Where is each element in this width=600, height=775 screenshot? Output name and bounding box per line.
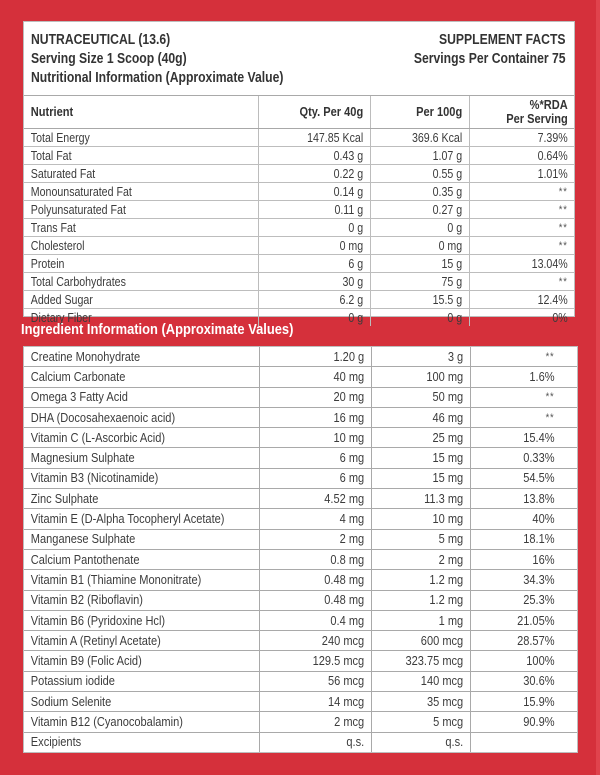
ingredient-row bbox=[24, 671, 577, 691]
column-header-per-100g: Per 100g bbox=[370, 96, 469, 129]
servings-per-container: Servings Per Container 75 bbox=[414, 51, 566, 67]
cell-rda: ** bbox=[469, 183, 574, 201]
cell-rda: 100% bbox=[470, 651, 577, 671]
ingredient-row bbox=[24, 631, 577, 651]
cell-name: Excipients bbox=[24, 732, 259, 752]
cell-rda bbox=[470, 732, 577, 752]
ingredient-section-title: Ingredient Information (Approximate Values) bbox=[21, 321, 294, 338]
cell-name: Magnesium Sulphate bbox=[24, 448, 259, 468]
cell-rda: ** bbox=[469, 237, 574, 255]
cell-name: Vitamin B9 (Folic Acid) bbox=[24, 651, 259, 671]
cell-qty-per-40g: 2 mcg bbox=[259, 712, 371, 732]
cell-per-100g: 3 g bbox=[371, 347, 470, 367]
cell-name: Vitamin B2 (Riboflavin) bbox=[24, 590, 259, 610]
column-header-rda: %*RDA Per Serving bbox=[469, 96, 574, 129]
cell-per-100g: 25 mg bbox=[371, 428, 470, 448]
cell-qty-per-40g: 4 mg bbox=[259, 509, 371, 529]
cell-qty-per-40g: 0 g bbox=[258, 219, 370, 237]
ingredient-row bbox=[24, 428, 577, 448]
nutrition-row bbox=[24, 291, 574, 309]
ingredient-row bbox=[24, 347, 577, 367]
cell-name: Added Sugar bbox=[24, 291, 258, 309]
cell-rda: ** bbox=[469, 219, 574, 237]
cell-name: Vitamin A (Retinyl Acetate) bbox=[24, 631, 259, 651]
nutrition-row bbox=[24, 273, 574, 291]
nutrition-row bbox=[24, 147, 574, 165]
cell-qty-per-40g: 0.48 mg bbox=[259, 590, 371, 610]
cell-qty-per-40g: 6 mg bbox=[259, 448, 371, 468]
cell-per-100g: 50 mg bbox=[371, 387, 470, 407]
cell-per-100g: 1.07 g bbox=[370, 147, 469, 165]
column-header-nutrient: Nutrient bbox=[24, 96, 258, 129]
cell-rda: 13.8% bbox=[470, 489, 577, 509]
cell-qty-per-40g: 0 g bbox=[258, 309, 370, 327]
cell-rda: 0.33% bbox=[470, 448, 577, 468]
cell-rda: 1.6% bbox=[470, 367, 577, 387]
cell-qty-per-40g: 6 mg bbox=[259, 468, 371, 488]
cell-rda: ** bbox=[469, 273, 574, 291]
cell-per-100g: 1.2 mg bbox=[371, 570, 470, 590]
cell-per-100g: 46 mg bbox=[371, 407, 470, 427]
ingredient-row bbox=[24, 651, 577, 671]
nutrition-row bbox=[24, 219, 574, 237]
column-header-qty-per-40g: Qty. Per 40g bbox=[258, 96, 370, 129]
ingredient-row bbox=[24, 367, 577, 387]
cell-name: Manganese Sulphate bbox=[24, 529, 259, 549]
panel-header bbox=[24, 22, 574, 96]
cell-qty-per-40g: 0.4 mg bbox=[259, 610, 371, 630]
nutrition-facts-panel bbox=[23, 21, 575, 325]
cell-rda: 25.3% bbox=[470, 590, 577, 610]
nutrition-row bbox=[24, 237, 574, 255]
cell-per-100g: 11.3 mg bbox=[371, 489, 470, 509]
nutrition-row bbox=[24, 183, 574, 201]
cell-rda: ** bbox=[470, 347, 577, 367]
cell-qty-per-40g: 147.85 Kcal bbox=[258, 129, 370, 147]
nutrition-table bbox=[24, 96, 574, 326]
cell-name: Vitamin B6 (Pyridoxine Hcl) bbox=[24, 610, 259, 630]
ingredient-row bbox=[24, 489, 577, 509]
cell-rda: 40% bbox=[470, 509, 577, 529]
cell-rda: ** bbox=[470, 387, 577, 407]
cell-name: Potassium iodide bbox=[24, 671, 259, 691]
ingredient-row bbox=[24, 590, 577, 610]
nutrition-row bbox=[24, 165, 574, 183]
cell-qty-per-40g: 0.22 g bbox=[258, 165, 370, 183]
cell-per-100g: 323.75 mcg bbox=[371, 651, 470, 671]
cell-per-100g: 10 mg bbox=[371, 509, 470, 529]
cell-per-100g: 15 g bbox=[370, 255, 469, 273]
cell-per-100g: 75 g bbox=[370, 273, 469, 291]
header-right bbox=[414, 31, 566, 69]
cell-rda: 13.04% bbox=[469, 255, 574, 273]
cell-rda: 1.01% bbox=[469, 165, 574, 183]
ingredient-row bbox=[24, 529, 577, 549]
cell-name: DHA (Docosahexaenoic acid) bbox=[24, 407, 259, 427]
cell-rda: 16% bbox=[470, 549, 577, 569]
cell-name: Total Energy bbox=[24, 129, 258, 147]
nutritional-info-title: Nutritional Information (Approximate Value) bbox=[31, 70, 284, 86]
cell-qty-per-40g: 6.2 g bbox=[258, 291, 370, 309]
cell-name: Total Carbohydrates bbox=[24, 273, 258, 291]
cell-rda: 90.9% bbox=[470, 712, 577, 732]
cell-qty-per-40g: 0.43 g bbox=[258, 147, 370, 165]
ingredient-row bbox=[24, 610, 577, 630]
supplement-facts-title: SUPPLEMENT FACTS bbox=[439, 32, 566, 48]
cell-per-100g: 15.5 g bbox=[370, 291, 469, 309]
cell-per-100g: 369.6 Kcal bbox=[370, 129, 469, 147]
cell-name: Creatine Monohydrate bbox=[24, 347, 259, 367]
cell-qty-per-40g: 16 mg bbox=[259, 407, 371, 427]
header-left bbox=[31, 31, 283, 88]
cell-per-100g: 1 mg bbox=[371, 610, 470, 630]
cell-name: Polyunsaturated Fat bbox=[24, 201, 258, 219]
cell-name: Saturated Fat bbox=[24, 165, 258, 183]
cell-rda: 28.57% bbox=[470, 631, 577, 651]
cell-qty-per-40g: 10 mg bbox=[259, 428, 371, 448]
cell-qty-per-40g: 56 mcg bbox=[259, 671, 371, 691]
cell-per-100g: 140 mcg bbox=[371, 671, 470, 691]
cell-per-100g: 0.35 g bbox=[370, 183, 469, 201]
ingredient-table bbox=[24, 347, 577, 752]
ingredient-row bbox=[24, 509, 577, 529]
cell-qty-per-40g: 0 mg bbox=[258, 237, 370, 255]
cell-rda: 15.4% bbox=[470, 428, 577, 448]
cell-per-100g: 35 mcg bbox=[371, 692, 470, 712]
ingredient-panel bbox=[23, 346, 578, 753]
cell-qty-per-40g: 0.11 g bbox=[258, 201, 370, 219]
cell-name: Dietary Fiber bbox=[24, 309, 258, 327]
cell-rda: 18.1% bbox=[470, 529, 577, 549]
cell-qty-per-40g: 4.52 mg bbox=[259, 489, 371, 509]
ingredient-row bbox=[24, 387, 577, 407]
cell-rda: 15.9% bbox=[470, 692, 577, 712]
cell-per-100g: 100 mg bbox=[371, 367, 470, 387]
cell-name: Sodium Selenite bbox=[24, 692, 259, 712]
cell-rda: 12.4% bbox=[469, 291, 574, 309]
cell-name: Vitamin B12 (Cyanocobalamin) bbox=[24, 712, 259, 732]
ingredient-row bbox=[24, 468, 577, 488]
cell-qty-per-40g: 30 g bbox=[258, 273, 370, 291]
cell-rda: 0.64% bbox=[469, 147, 574, 165]
ingredient-row bbox=[24, 712, 577, 732]
product-title: NUTRACEUTICAL (13.6) bbox=[31, 32, 171, 48]
cell-name: Vitamin B3 (Nicotinamide) bbox=[24, 468, 259, 488]
cell-qty-per-40g: 129.5 mcg bbox=[259, 651, 371, 671]
ingredient-row bbox=[24, 732, 577, 752]
cell-name: Trans Fat bbox=[24, 219, 258, 237]
cell-rda: 54.5% bbox=[470, 468, 577, 488]
cell-qty-per-40g: 1.20 g bbox=[259, 347, 371, 367]
cell-qty-per-40g: 0.8 mg bbox=[259, 549, 371, 569]
cell-name: Zinc Sulphate bbox=[24, 489, 259, 509]
cell-name: Protein bbox=[24, 255, 258, 273]
cell-qty-per-40g: 2 mg bbox=[259, 529, 371, 549]
cell-name: Cholesterol bbox=[24, 237, 258, 255]
cell-per-100g: 0.27 g bbox=[370, 201, 469, 219]
cell-qty-per-40g: 20 mg bbox=[259, 387, 371, 407]
serving-size: Serving Size 1 Scoop (40g) bbox=[31, 51, 187, 67]
cell-per-100g: 0 g bbox=[370, 219, 469, 237]
cell-rda: 0% bbox=[551, 310, 568, 325]
cell-per-100g: 1.2 mg bbox=[371, 590, 470, 610]
ingredient-row bbox=[24, 692, 577, 712]
cell-rda: 30.6% bbox=[470, 671, 577, 691]
cell-qty-per-40g: 14 mcg bbox=[259, 692, 371, 712]
cell-rda: ** bbox=[469, 201, 574, 219]
cell-name: Vitamin E (D-Alpha Tocopheryl Acetate) bbox=[24, 509, 259, 529]
cell-per-100g: 0.55 g bbox=[370, 165, 469, 183]
cell-rda: 34.3% bbox=[470, 570, 577, 590]
cell-name: Calcium Carbonate bbox=[24, 367, 259, 387]
cell-per-100g: 0 mg bbox=[370, 237, 469, 255]
cell-per-100g: 0 g bbox=[370, 309, 469, 327]
cell-name: Total Fat bbox=[24, 147, 258, 165]
nutrition-row bbox=[24, 129, 574, 147]
cell-per-100g: 5 mg bbox=[371, 529, 470, 549]
cell-rda: 21.05% bbox=[470, 610, 577, 630]
cell-rda: 7.39% bbox=[469, 129, 574, 147]
cell-name: Omega 3 Fatty Acid bbox=[24, 387, 259, 407]
cell-qty-per-40g: q.s. bbox=[259, 732, 371, 752]
cell-per-100g: 5 mcg bbox=[371, 712, 470, 732]
cell-qty-per-40g: 6 g bbox=[258, 255, 370, 273]
cell-per-100g: q.s. bbox=[371, 732, 470, 752]
cell-name: Vitamin B1 (Thiamine Mononitrate) bbox=[24, 570, 259, 590]
cell-rda: ** bbox=[470, 407, 577, 427]
cell-name: Calcium Pantothenate bbox=[24, 549, 259, 569]
nutrition-row bbox=[24, 201, 574, 219]
ingredient-row bbox=[24, 407, 577, 427]
cell-per-100g: 2 mg bbox=[371, 549, 470, 569]
cell-name: Vitamin C (L-Ascorbic Acid) bbox=[24, 428, 259, 448]
nutrition-table-header-row bbox=[24, 96, 574, 129]
cell-per-100g: 600 mcg bbox=[371, 631, 470, 651]
cell-name: Monounsaturated Fat bbox=[24, 183, 258, 201]
cell-per-100g: 15 mg bbox=[371, 468, 470, 488]
cell-qty-per-40g: 240 mcg bbox=[259, 631, 371, 651]
cell-qty-per-40g: 0.48 mg bbox=[259, 570, 371, 590]
page-edge bbox=[596, 0, 600, 775]
cell-qty-per-40g: 0.14 g bbox=[258, 183, 370, 201]
cell-qty-per-40g: 40 mg bbox=[259, 367, 371, 387]
nutrition-row bbox=[24, 255, 574, 273]
ingredient-row bbox=[24, 570, 577, 590]
ingredient-row bbox=[24, 448, 577, 468]
ingredient-row bbox=[24, 549, 577, 569]
cell-per-100g: 15 mg bbox=[371, 448, 470, 468]
